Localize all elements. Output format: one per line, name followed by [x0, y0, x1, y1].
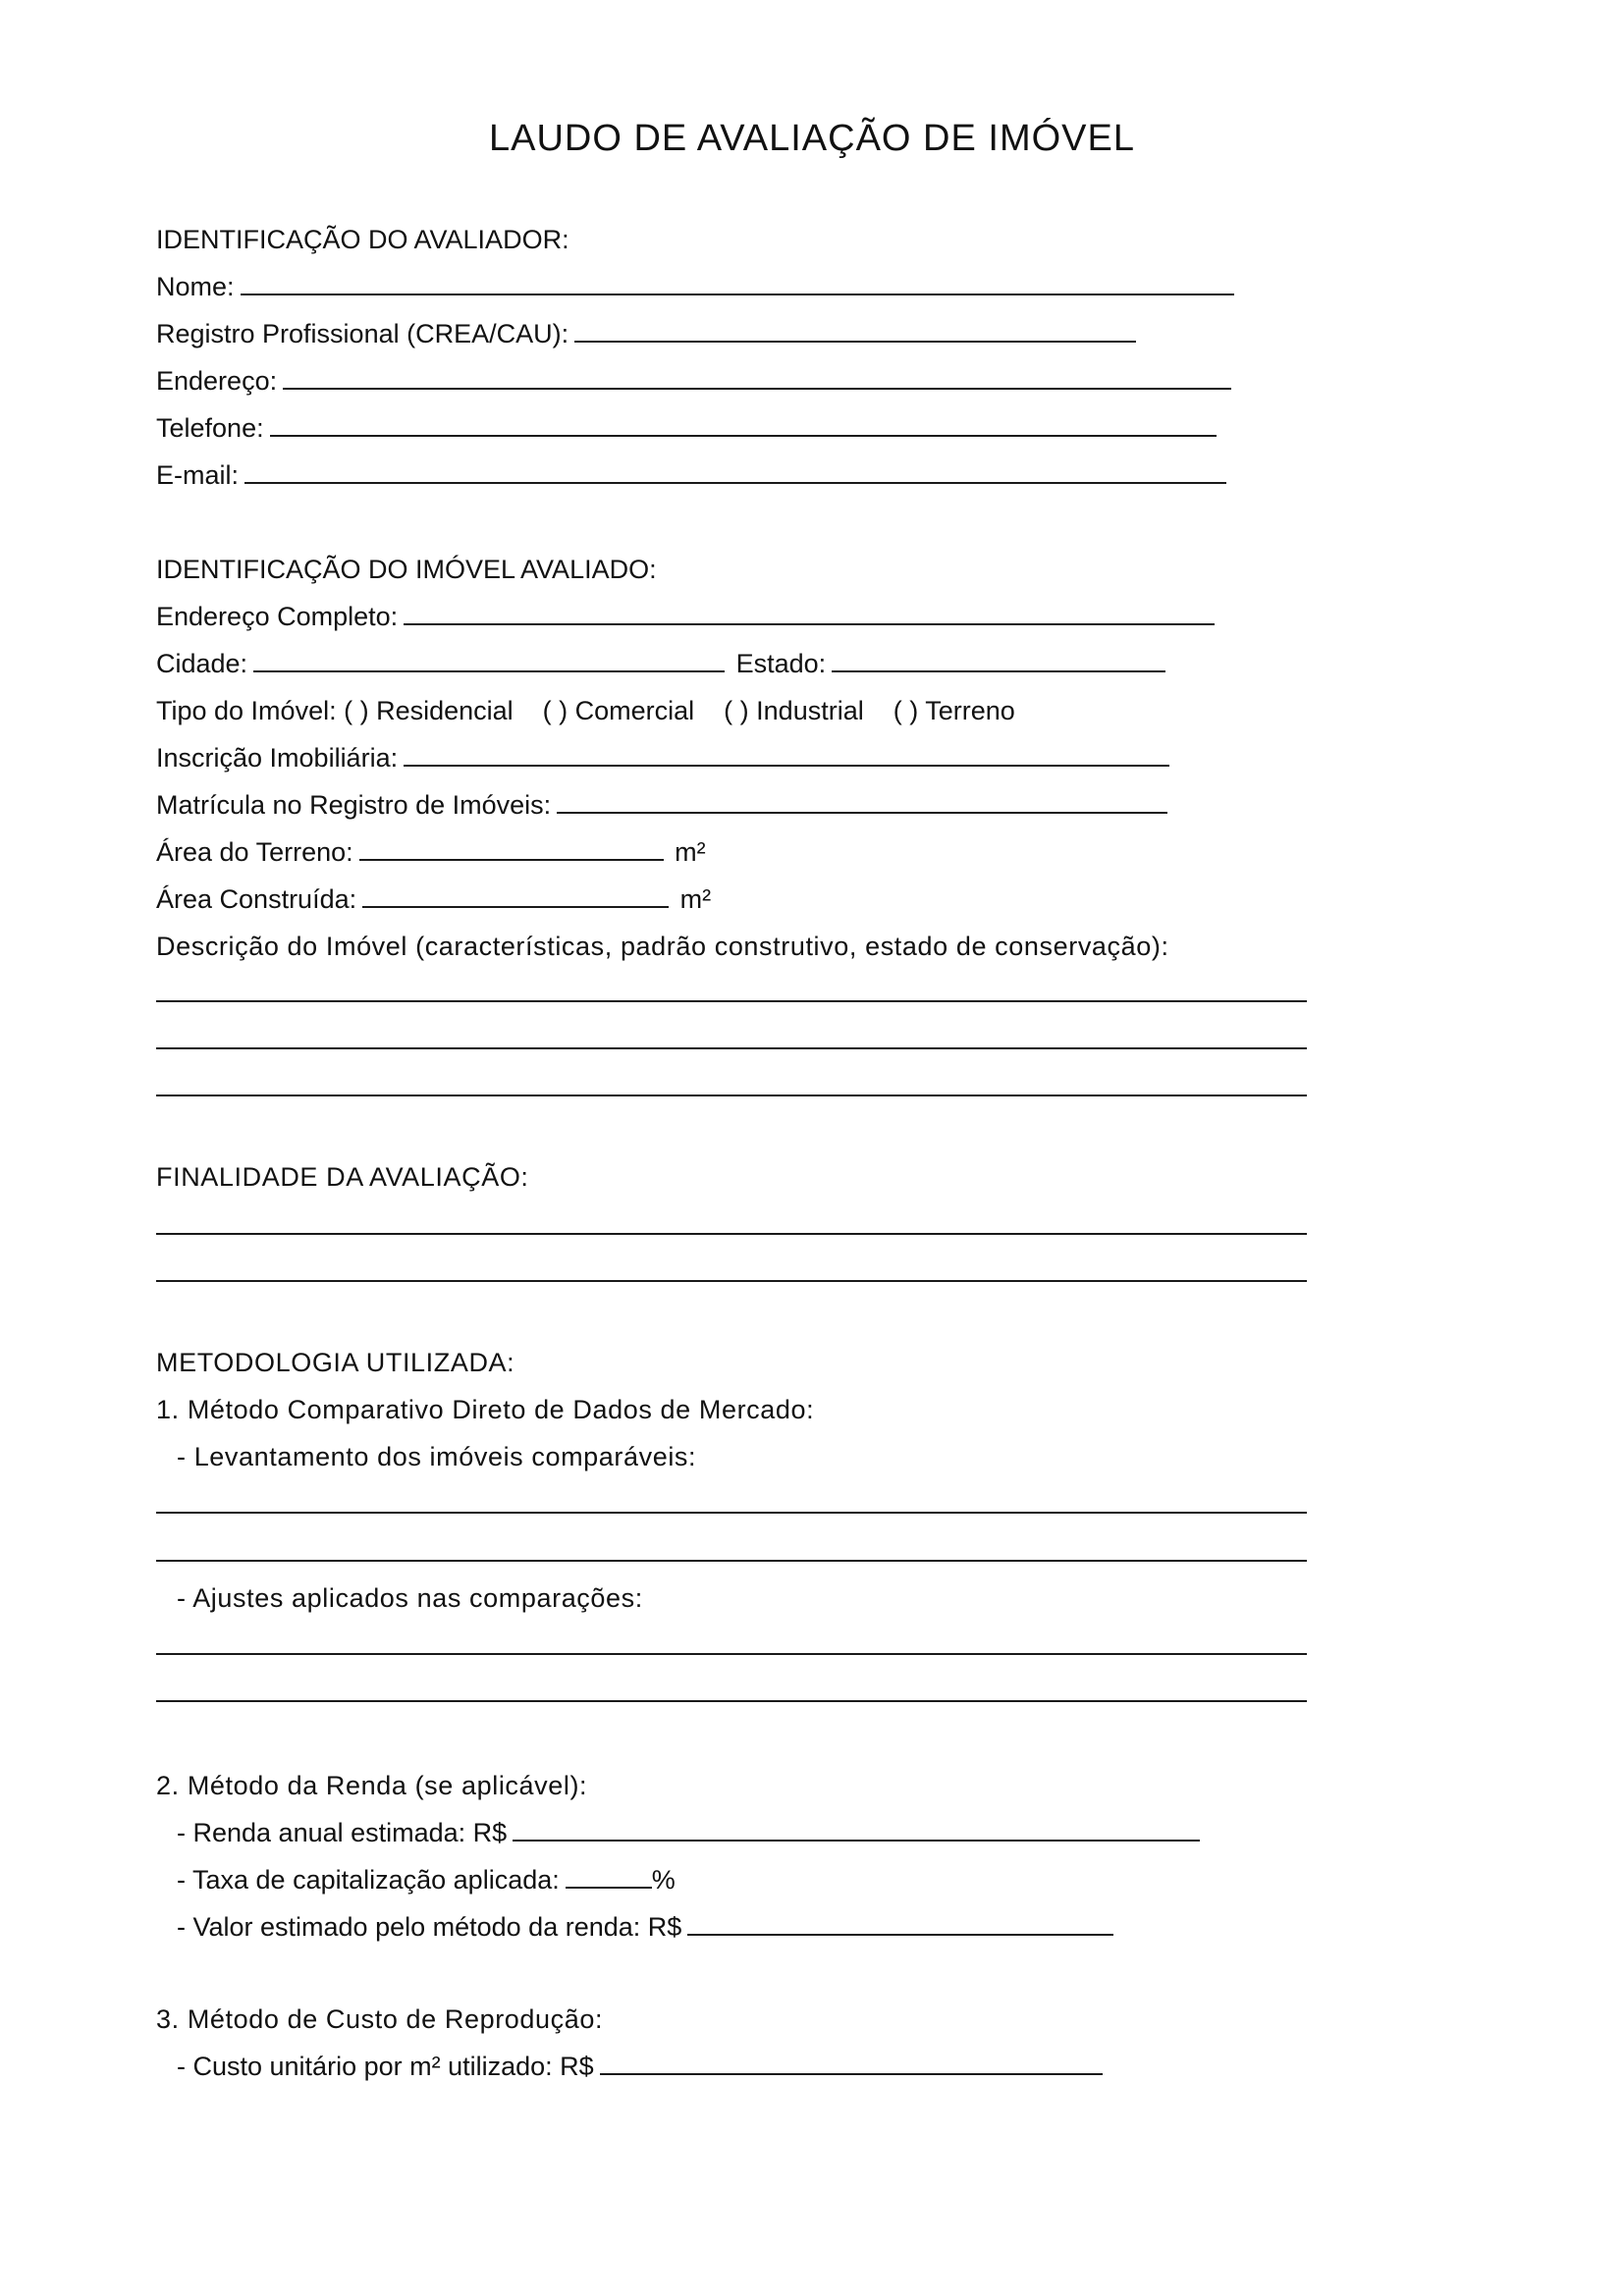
label-matricula: Matrícula no Registro de Imóveis: — [156, 790, 552, 820]
label-area-construida: Área Construída: — [156, 884, 357, 914]
option-residencial[interactable]: Tipo do Imóvel: ( ) Residencial — [156, 696, 514, 725]
field-renda-anual — [177, 1813, 1204, 1852]
blank-ajustes-line[interactable] — [156, 1653, 1307, 1655]
blank-telefone[interactable] — [270, 408, 1217, 437]
label-cidade: Cidade: — [156, 649, 248, 678]
label-ajustes: - Ajustes aplicados nas comparações: — [177, 1583, 643, 1613]
label-telefone: Telefone: — [156, 413, 264, 443]
document-title: LAUDO DE AVALIAÇÃO DE IMÓVEL — [488, 118, 1135, 159]
section-heading-finalidade: FINALIDADE DA AVALIAÇÃO: — [156, 1162, 529, 1192]
blank-levantamento-line[interactable] — [156, 1512, 1307, 1514]
blank-descricao-line[interactable] — [156, 1000, 1307, 1002]
section-heading-metodologia: METODOLOGIA UTILIZADA: — [156, 1348, 515, 1377]
label-valor-renda: - Valor estimado pelo método da renda: R$ — [177, 1912, 682, 1942]
unit-m2-terreno: m² — [675, 837, 706, 867]
section-heading-avaliador: IDENTIFICAÇÃO DO AVALIADOR: — [156, 225, 569, 254]
label-metodo-custo: 3. Método de Custo de Reprodução: — [156, 2004, 604, 2034]
label-nome: Nome: — [156, 272, 235, 301]
unit-percent: % — [651, 1865, 676, 1895]
label-registro: Registro Profissional (CREA/CAU): — [156, 319, 569, 348]
blank-endereco-avaliador[interactable] — [283, 361, 1231, 390]
label-custo-unitario: - Custo unitário por m² utilizado: R$ — [177, 2052, 594, 2081]
blank-descricao-line[interactable] — [156, 1047, 1307, 1049]
blank-email[interactable] — [244, 455, 1226, 484]
label-email: E-mail: — [156, 460, 240, 490]
field-custo-unitario — [177, 2047, 1107, 2086]
field-area-terreno — [156, 832, 706, 872]
blank-matricula[interactable] — [557, 785, 1167, 814]
blank-endereco-completo[interactable] — [404, 597, 1215, 625]
field-inscricao — [156, 738, 1173, 777]
field-valor-renda — [177, 1907, 1117, 1947]
blank-taxa[interactable] — [566, 1860, 652, 1889]
field-cidade-estado — [156, 644, 1169, 683]
label-area-terreno: Área do Terreno: — [156, 837, 353, 867]
blank-estado[interactable] — [832, 644, 1165, 672]
label-endereco-avaliador: Endereço: — [156, 366, 278, 396]
blank-renda-anual[interactable] — [513, 1813, 1200, 1842]
blank-nome[interactable] — [241, 267, 1234, 295]
field-matricula — [156, 785, 1171, 825]
label-metodo-renda: 2. Método da Renda (se aplicável): — [156, 1771, 588, 1800]
field-telefone — [156, 408, 1220, 448]
blank-valor-renda[interactable] — [687, 1907, 1113, 1936]
section-heading-imovel: IDENTIFICAÇÃO DO IMÓVEL AVALIADO: — [156, 555, 657, 584]
field-endereco-avaliador — [156, 361, 1235, 400]
blank-area-terreno[interactable] — [359, 832, 664, 861]
label-metodo-comparativo: 1. Método Comparativo Direto de Dados de Mercado: — [156, 1395, 815, 1424]
label-descricao: Descrição do Imóvel (características, padrão construtivo, estado de conservação): — [156, 932, 1169, 961]
label-renda-anual: - Renda anual estimada: R$ — [177, 1818, 508, 1847]
blank-descricao-line[interactable] — [156, 1095, 1307, 1096]
blank-levantamento-line[interactable] — [156, 1560, 1307, 1562]
field-email — [156, 455, 1230, 495]
blank-area-construida[interactable] — [362, 880, 669, 908]
label-levantamento: - Levantamento dos imóveis comparáveis: — [177, 1442, 697, 1471]
blank-ajustes-line[interactable] — [156, 1700, 1307, 1702]
option-comercial[interactable]: ( ) Comercial — [542, 696, 695, 725]
field-endereco-completo — [156, 597, 1218, 636]
blank-registro[interactable] — [574, 314, 1136, 343]
field-registro — [156, 314, 1140, 353]
label-inscricao: Inscrição Imobiliária: — [156, 743, 399, 773]
option-terreno[interactable]: ( ) Terreno — [893, 696, 1015, 725]
field-tipo-imovel — [156, 691, 1015, 730]
blank-cidade[interactable] — [253, 644, 725, 672]
blank-finalidade-line[interactable] — [156, 1233, 1307, 1235]
blank-inscricao[interactable] — [404, 738, 1169, 767]
field-nome — [156, 267, 1238, 306]
label-estado: Estado: — [735, 649, 827, 678]
label-endereco-completo: Endereço Completo: — [156, 602, 399, 631]
label-taxa: - Taxa de capitalização aplicada: — [177, 1865, 560, 1895]
blank-custo-unitario[interactable] — [600, 2047, 1103, 2075]
option-industrial[interactable]: ( ) Industrial — [724, 696, 864, 725]
blank-finalidade-line[interactable] — [156, 1280, 1307, 1282]
unit-m2-construida: m² — [679, 884, 712, 914]
field-area-construida — [156, 880, 711, 919]
field-taxa-capitalizacao — [177, 1860, 676, 1899]
